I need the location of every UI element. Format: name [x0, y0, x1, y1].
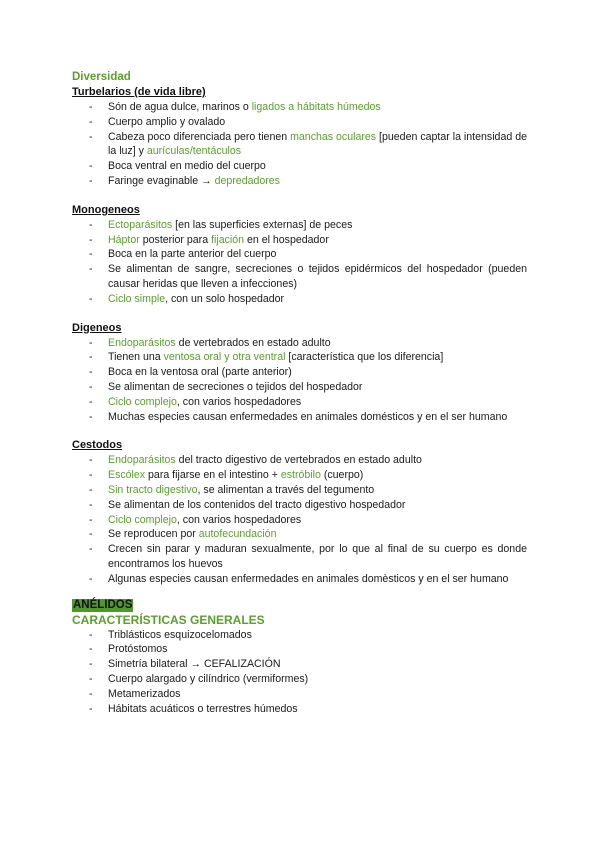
list-item [72, 453, 527, 468]
diversidad-sections [72, 85, 527, 587]
list-item [72, 395, 527, 410]
text-segment: Se reproducen por [108, 528, 199, 541]
highlighted-term: Endoparásitos [108, 454, 176, 467]
text-segment: Se alimentan de los contenidos del tracto digestivo hospedador [108, 498, 406, 511]
list-item [72, 527, 527, 542]
text-segment: Metamerizados [108, 687, 181, 700]
section-title: Cestodos [72, 439, 123, 452]
text-segment: , con varios hospedadores [176, 395, 302, 408]
list-item [72, 233, 527, 248]
list-item [72, 174, 527, 189]
text-segment: [en las superficies externas] de peces [172, 218, 353, 231]
list-item [72, 115, 527, 130]
list-item [72, 468, 527, 483]
highlighted-term: Háptor [108, 233, 140, 246]
anelidos-list [72, 628, 527, 717]
text-segment: Cabeza poco diferenciada pero tienen [108, 130, 291, 143]
highlighted-term: autofecundación [198, 528, 277, 541]
list-item [72, 513, 527, 528]
text-segment: Cuerpo alargado y cilíndrico (vermiformes) [108, 672, 309, 685]
text-segment: en el hospedador [244, 233, 329, 246]
text-segment: Se alimentan de sangre, secreciones o tejidos epidérmicos del hospedador (pueden causar heridas que lleven a infecciones) [108, 263, 527, 290]
list-item [72, 262, 527, 292]
text-segment: , se alimentan a través del tegumento [197, 483, 375, 496]
list-item [72, 380, 527, 395]
text-segment: [característica que los diferencia] [285, 351, 444, 364]
section-title: Digeneos [72, 321, 122, 334]
text-segment: Són de agua dulce, marinos o [108, 101, 252, 113]
text-segment: Hábitats acuáticos o terrestres húmedos [108, 702, 298, 715]
list-item [72, 365, 527, 380]
list-item [72, 702, 527, 717]
list-item [72, 672, 527, 687]
text-segment: Boca en la ventosa oral (parte anterior) [108, 366, 292, 379]
highlighted-term: manchas oculares [290, 130, 377, 143]
text-segment: Muchas especies causan enfermedades en animales domésticos y en el ser humano [108, 410, 508, 423]
list-item [72, 687, 527, 702]
highlighted-term: Ciclo complejo [108, 395, 177, 408]
list-item [72, 218, 527, 233]
highlighted-term: estróbilo [280, 469, 321, 482]
highlighted-term: fijación [211, 233, 245, 246]
text-segment: , con un solo hospedador [165, 292, 285, 305]
highlighted-term: Ciclo simple [108, 292, 166, 305]
highlighted-term: ventosa oral y otra ventral [163, 351, 286, 364]
section-title: Monogeneos [72, 203, 140, 216]
list-item [72, 350, 527, 365]
section-title: Turbelarios (de vida libre) [72, 86, 206, 98]
list-item [72, 642, 527, 657]
highlighted-term: ligados a hábitats húmedos [251, 101, 381, 113]
list-item [72, 159, 527, 174]
list-item [72, 483, 527, 498]
text-segment: Protóstomos [108, 643, 168, 656]
text-segment: Triblásticos esquizocelomados [108, 628, 252, 641]
text-segment: Se alimentan de secreciones o tejidos del hospedador [108, 380, 363, 393]
text-segment: para fijarse en el intestino + [145, 469, 281, 482]
document-page [72, 70, 527, 716]
text-segment: Simetría bilateral → CEFALIZACIÓN [108, 658, 281, 671]
list-item [72, 100, 527, 115]
list-item [72, 572, 527, 587]
list-item [72, 247, 527, 262]
diversidad-heading: Diversidad [72, 71, 131, 83]
text-segment: Tienen una [108, 351, 164, 364]
section-list [72, 336, 527, 425]
text-segment: posterior para [139, 233, 212, 246]
text-segment: Crecen sin parar y maduran sexualmente, por lo que al final de su cuerpo es donde encontramos los huevos [108, 543, 527, 570]
highlighted-term: depredadores [214, 174, 280, 187]
list-item [72, 130, 527, 160]
text-segment: , con varios hospedadores [176, 513, 302, 526]
text-segment: Boca en la parte anterior del cuerpo [108, 248, 277, 261]
highlighted-term: Ciclo complejo [108, 513, 177, 526]
highlighted-term: Ectoparásitos [108, 218, 173, 231]
section-list [72, 100, 527, 189]
text-segment: Faringe evaginable → [108, 174, 215, 187]
list-item [72, 292, 527, 307]
list-item [72, 542, 527, 572]
text-segment: del tracto digestivo de vertebrados en estado adulto [175, 454, 422, 467]
highlighted-term: aurículas/tentáculos [146, 145, 242, 158]
text-segment: de vertebrados en estado adulto [175, 336, 331, 349]
list-item [72, 336, 527, 351]
text-segment: (cuerpo) [320, 469, 364, 482]
text-segment: Boca ventral en medio del cuerpo [108, 160, 266, 173]
list-item [72, 498, 527, 513]
list-item [72, 657, 527, 672]
highlighted-term: Sin tracto digestivo [108, 483, 198, 496]
text-segment: Algunas especies causan enfermedades en animales domèsticos y en el ser humano [108, 572, 509, 585]
text-segment: Cuerpo amplio y ovalado [108, 115, 226, 128]
section-list [72, 218, 527, 307]
section-list [72, 453, 527, 586]
list-item [72, 628, 527, 643]
highlighted-term: Escólex [108, 469, 146, 482]
text-segment: [pueden captar la intensidad de la luz] y [108, 130, 527, 158]
list-item [72, 410, 527, 425]
caracteristicas-heading: CARACTERÍSTICAS GENERALES [72, 612, 265, 627]
anelidos-heading: ANÉLIDOS [73, 598, 133, 611]
highlighted-term: Endoparásitos [108, 336, 176, 349]
